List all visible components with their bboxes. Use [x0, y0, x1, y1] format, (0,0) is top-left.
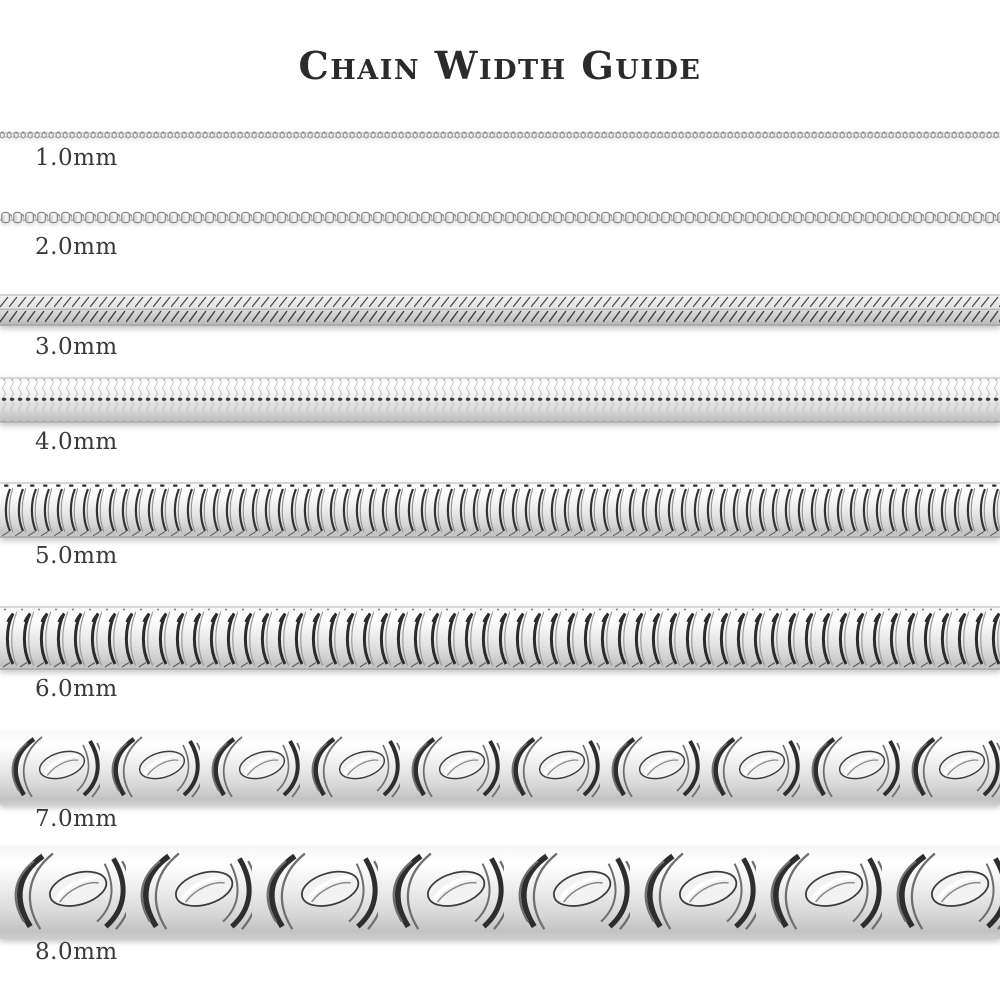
cable-chain-image-1mm: [0, 128, 1000, 152]
snake-chain-image-6mm: [0, 606, 1000, 680]
rope-chain-image-8mm: [0, 846, 1000, 950]
page-title: Chain Width Guide: [298, 43, 702, 89]
box-chain-image-2mm: [0, 208, 1000, 240]
snake-chain-image-3mm: [0, 294, 1000, 336]
rope-chain-image-7mm: [0, 731, 1000, 815]
width-label-3mm: 3.0mm: [35, 334, 118, 360]
width-label-4mm: 4.0mm: [35, 429, 118, 455]
width-label-1mm: 1.0mm: [35, 145, 118, 171]
width-label-6mm: 6.0mm: [35, 676, 118, 702]
snake-chain-image-5mm: [0, 482, 1000, 548]
width-label-7mm: 7.0mm: [35, 806, 118, 832]
width-label-2mm: 2.0mm: [35, 234, 118, 260]
width-label-8mm: 8.0mm: [35, 939, 118, 965]
width-label-5mm: 5.0mm: [35, 543, 118, 569]
snake-chain-image-4mm: [0, 377, 1000, 433]
